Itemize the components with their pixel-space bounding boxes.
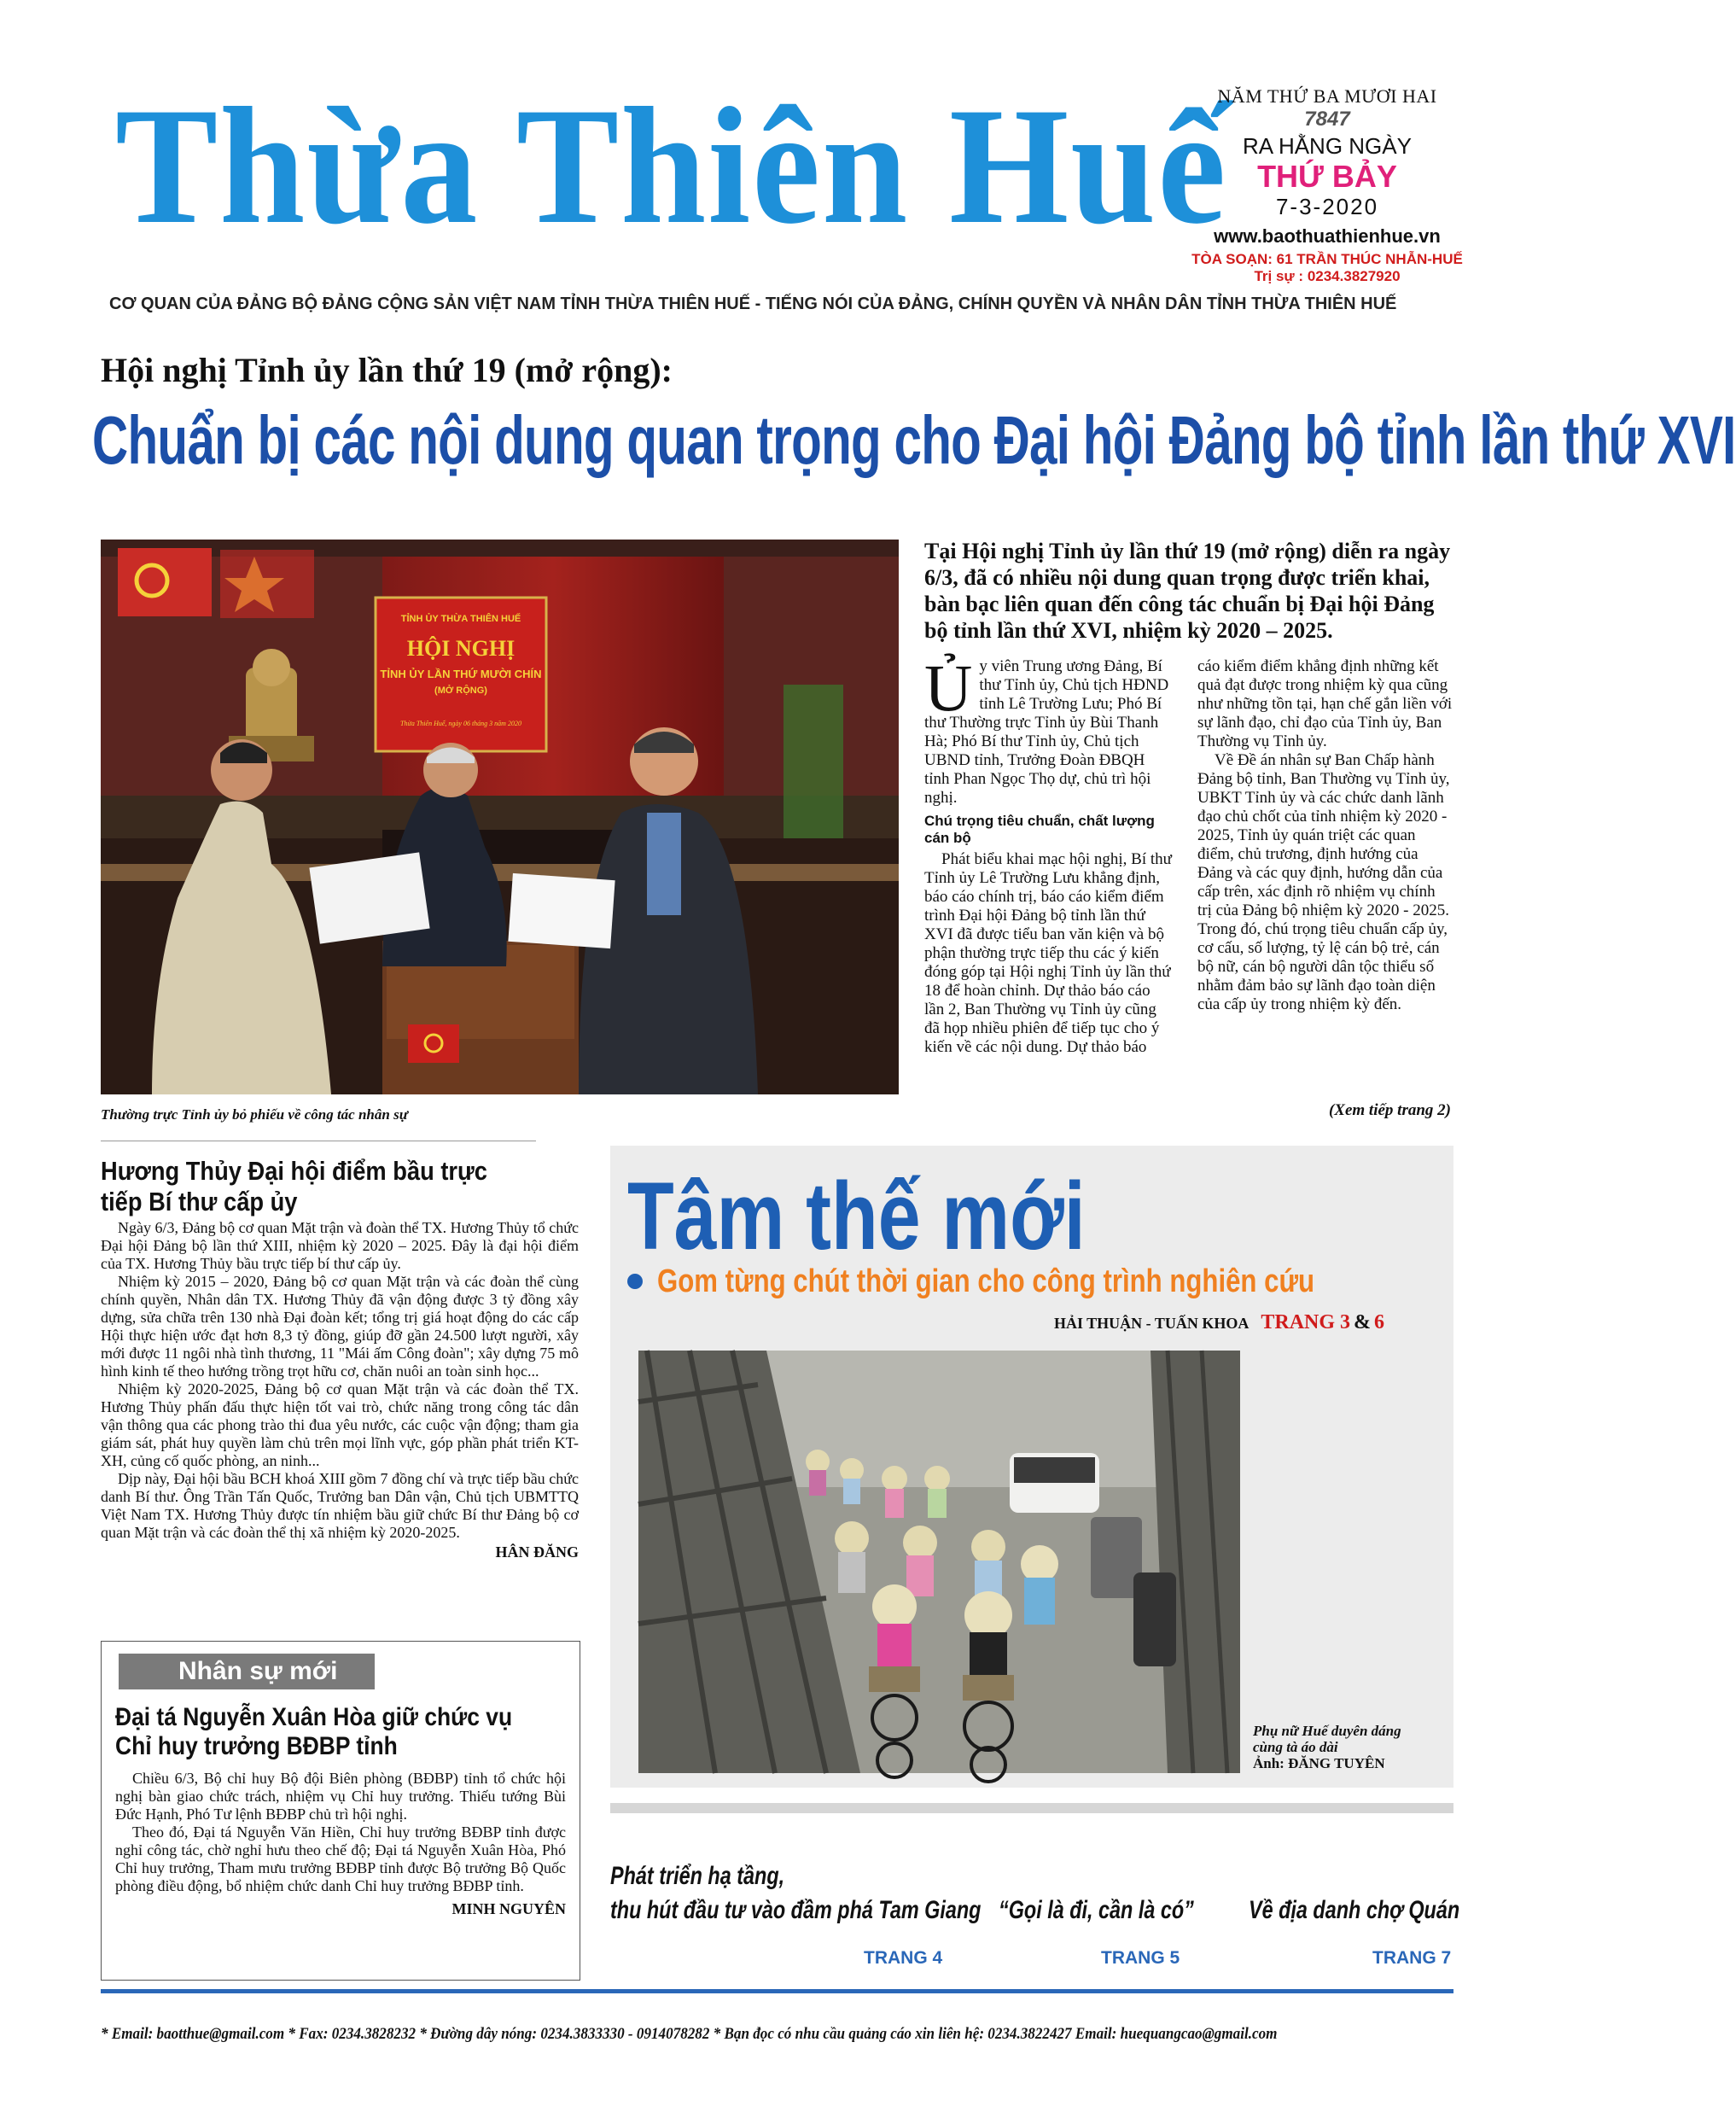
huong-thuy-author: HÂN ĐĂNG <box>495 1543 579 1561</box>
col1-paragraph-1: y viên Trung ương Đảng, Bí thư Tỉnh ủy, Chủ tịch HĐND tỉnh Lê Trường Lưu; Phó Bí thư Thường trực Tỉnh ủy Bùi Thanh Hà; Phó Bí thư Tỉnh ủy, Chủ tịch UBND tỉnh, Trưởng Đoàn ĐBQH tỉnh Phan Ngọc Thọ dự, chủ trì hội nghị. <box>924 657 1169 807</box>
teaser-divider <box>610 1803 1453 1813</box>
website-link[interactable]: www.baothuathienhue.vn <box>1214 225 1441 247</box>
weekday: THỨ BẢY <box>1257 159 1397 194</box>
feature-page-num[interactable]: 6 <box>1374 1311 1385 1333</box>
issue-info <box>1191 85 1464 285</box>
feature-page-amp: & <box>1354 1311 1372 1333</box>
issue-number: 7847 <box>1304 108 1350 131</box>
feature-credit: Ảnh: ĐĂNG TUYÊN <box>1253 1755 1385 1771</box>
office-address: TÒA SOẠN: 61 TRẦN THÚC NHẪN-HUẾ <box>1191 251 1463 267</box>
feature-caption-1: Phụ nữ Huế duyên dáng <box>1253 1723 1401 1739</box>
continued-link[interactable]: (Xem tiếp trang 2) <box>1328 1101 1451 1119</box>
footer-contacts: * Email: baotthue@gmail.com * Fax: 0234.3828232 * Đường dây nóng: 0234.3833330 - 0914078282 * Bạn đọc có nhu cầu quảng cáo xin liên hệ: 0234.3822427 Email: huequangcao@gmail.com <box>101 2025 1278 2043</box>
banner-line-5: Thừa Thiên Huế, ngày 06 tháng 3 năm 2020 <box>400 720 521 727</box>
banner-line-2: HỘI NGHỊ <box>406 636 516 661</box>
nhan-su-body <box>115 1770 566 1918</box>
teaser-1-page[interactable]: TRANG 4 <box>864 1948 943 1968</box>
teaser-1-line1[interactable]: Phát triển hạ tầng, <box>610 1862 785 1890</box>
huong-thuy-body <box>101 1219 579 1561</box>
huong-thuy-p2: Nhiệm kỳ 2015 – 2020, Đảng bộ cơ quan Mặt trận và các đoàn thể cùng chính quyền, Nhân dân TX. Hương Thủy đã vận động được 3 tỷ đồng xây dựng, sửa chữa trên 130 nhà Đại đoàn kết; tổng trị giá hoạt động do các cấp Hội thực hiện ước đạt hơn 8,3 tỷ đồng, giúp đỡ gần 24.500 lượt người, xây mới được 11 ngôi nhà tình thương, 11 "Mái ấm Công đoàn"; xây dựng 75 mô hình kinh tế theo hướng trồng trọt hữu cơ, chăn nuôi an toàn sinh học... <box>101 1273 579 1380</box>
lead-column-2 <box>1197 657 1453 1014</box>
banner-line-3: TỈNH ỦY LẦN THỨ MƯỜI CHÍN <box>380 668 542 680</box>
col2-paragraph-2: Về Đề án nhân sự Ban Chấp hành Đảng bộ tỉnh, Ban Thường vụ Tỉnh ủy, UBKT Tỉnh ủy và các chức danh lãnh đạo chủ chốt của tỉnh nhiệm kỳ 2020 - 2025, Tỉnh ủy quán triệt các quan điểm, chủ trương, định hướng của Đảng và các quy định, hướng dẫn của cấp trên, xác định rõ nhiệm vụ chính trị của Đảng bộ nhiệm kỳ 2020 - 2025. Trong đó, chú trọng tiêu chuẩn cấp ủy, cơ cấu, số lượng, tỷ lệ cán bộ trẻ, cán bộ nữ, cán bộ người dân tộc thiểu số nhằm đảm bảo sự lãnh đạo toàn diện của cấp ủy trong nhiệm kỳ đến. <box>1197 751 1450 1013</box>
footer-rule-top <box>101 1989 1453 1993</box>
nhan-su-author: MINH NGUYÊN <box>451 1900 566 1917</box>
huong-thuy-p4: Dịp này, Đại hội bầu BCH khoá XIII gồm 7 đồng chí và trực tiếp bầu chức danh Bí thư. Ông Trần Tấn Quốc, Trưởng ban Dân vận, Chủ tịch UBMTTQ Việt Nam TX. Hương Thủy được tín nhiệm bầu giữ chức Bí thư Đảng bộ cơ quan Mặt trận và các đoàn thể thị xã nhiệm kỳ 2020-2025. <box>101 1470 579 1541</box>
drop-cap: Ủ <box>924 651 973 725</box>
lead-photo-caption: Thường trực Tỉnh ủy bỏ phiếu về công tác nhân sự <box>101 1106 408 1123</box>
teaser-3-title[interactable]: Về địa danh chợ Quán <box>1249 1896 1460 1924</box>
nhan-su-label: Nhân sự mới <box>178 1657 338 1685</box>
lead-subhead: Chú trọng tiêu chuẩn, chất lượng cán bộ <box>924 813 1155 846</box>
feature-title[interactable]: Tâm thế mới <box>627 1163 1086 1269</box>
teaser-1-line2[interactable]: thu hút đầu tư vào đầm phá Tam Giang <box>610 1896 982 1924</box>
huong-thuy-p1: Ngày 6/3, Đảng bộ cơ quan Mặt trận và đoàn thể TX. Hương Thủy tổ chức Đại hội Đảng bộ lần thứ XIII, nhiệm kỳ 2020 – 2025. Đây là đại hội điểm của TX. Hương Thủy bầu trực tiếp bí thư cấp ủy. <box>101 1219 579 1272</box>
banner-line-4: (MỞ RỘNG) <box>434 686 487 696</box>
frequency: RA HẰNG NGÀY <box>1243 133 1412 159</box>
lead-paragraph: Tại Hội nghị Tỉnh ủy lần thứ 19 (mở rộng) diễn ra ngày 6/3, đã có nhiều nội dung quan trọng được triển khai, bàn bạc liên quan đến công tác chuẩn bị Đại hội Đảng bộ tỉnh lần thứ XVI, nhiệm kỳ 2020 – 2025. <box>924 539 1451 643</box>
conference-photo <box>101 540 899 1094</box>
year-line: NĂM THỨ BA MƯƠI HAI <box>1217 85 1437 107</box>
masthead-title: Thừa Thiên Huế <box>115 73 1228 259</box>
nhan-su-box <box>101 1641 580 1981</box>
issue-date: 7-3-2020 <box>1275 194 1379 219</box>
feature-caption-2: cùng tà áo dài <box>1253 1739 1338 1755</box>
tagline: CƠ QUAN CỦA ĐẢNG BỘ ĐẢNG CỘNG SẢN VIỆT NAM TỈNH THỪA THIÊN HUẾ - TIẾNG NÓI CỦA ĐẢNG, CHÍNH QUYỀN VÀ NHÂN DÂN TỈNH THỪA THIÊN HUẾ <box>109 295 1397 313</box>
office-phone: Trị sự : 0234.3827920 <box>1254 268 1401 284</box>
teaser-2-page[interactable]: TRANG 5 <box>1101 1948 1180 1968</box>
nhan-su-p2: Theo đó, Đại tá Nguyễn Văn Hiền, Chỉ huy trưởng BĐBP tỉnh được nghỉ công tác, chờ nghỉ hưu theo chế độ; Đại tá Nguyễn Xuân Hòa, Phó Chỉ huy trưởng, Tham mưu trưởng BĐBP tỉnh được Bộ trưởng Bộ Quốc phòng điều động, bổ nhiệm chức danh Chỉ huy trưởng BĐBP tỉnh. <box>115 1823 566 1894</box>
huong-thuy-headline[interactable]: Hương Thủy Đại hội điểm bầu trực tiếp Bí thư cấp ủy <box>101 1156 487 1217</box>
banner-line-1: TỈNH ỦY THỪA THIÊN HUẾ <box>400 614 521 624</box>
nhan-su-headline[interactable]: Đại tá Nguyễn Xuân Hòa giữ chức vụ Chỉ huy trưởng BĐBP tỉnh <box>115 1703 513 1760</box>
lead-headline[interactable]: Chuẩn bị các nội dung quan trọng cho Đại hội Đảng bộ tỉnh lần thứ XVI <box>92 402 1736 478</box>
nhan-su-p1: Chiều 6/3, Bộ chỉ huy Bộ đội Biên phòng (BĐBP) tỉnh tổ chức hội nghị bàn giao chức trách, nhiệm vụ Chỉ huy trưởng. Thiếu tướng Bùi Đức Hạnh, Phó Tư lệnh BĐBP chủ trì hội nghị. <box>115 1770 566 1823</box>
lead-column-1 <box>924 651 1172 1057</box>
feature-byline <box>1054 1311 1384 1334</box>
lead-photo <box>101 540 899 1094</box>
feature-photo <box>638 1351 1240 1773</box>
col1-paragraph-2: Phát biểu khai mạc hội nghị, Bí thư Tỉnh ủy Lê Trường Lưu khẳng định, báo cáo chính trị, báo cáo kiểm điểm trình Đại hội Đảng bộ tỉnh lần thứ XVI đã được tiểu ban văn kiện và bộ phận thường trực tiếp thu các ý kiến đóng góp tại Hội nghị Tỉnh ủy lần thứ 18 để hoàn chỉnh. Dự thảo báo cáo lần 2, Ban Thường vụ Tỉnh ủy cũng đã họp nhiều phiên để tiếp tục cho ý kiến về các nội dung. Dự thảo báo <box>924 850 1172 1056</box>
teaser-3-page[interactable]: TRANG 7 <box>1372 1948 1452 1968</box>
feature-authors: HẢI THUẬN - TUẤN KHOA <box>1054 1315 1250 1332</box>
feature-page-ref[interactable]: TRANG 3 <box>1261 1311 1351 1333</box>
bullet-icon <box>627 1274 643 1289</box>
feature-subtitle: Gom từng chút thời gian cho công trình nghiên cứu <box>657 1263 1315 1299</box>
col2-paragraph-1: cáo kiểm điểm khẳng định những kết quả đạt được trong nhiệm kỳ qua cũng như những tồn tại, hạn chế gắn liền với sự lãnh đạo, chỉ đạo của Tỉnh ủy, Ban Thường vụ Tỉnh ủy. <box>1197 657 1453 750</box>
feature-caption <box>1253 1723 1449 1771</box>
teaser-2-title[interactable]: “Gọi là đi, cần là có” <box>999 1896 1194 1924</box>
lead-kicker: Hội nghị Tỉnh ủy lần thứ 19 (mở rộng): <box>101 351 673 389</box>
bridge-photo <box>638 1351 1240 1773</box>
huong-thuy-p3: Nhiệm kỳ 2020-2025, Đảng bộ cơ quan Mặt trận và các đoàn thể TX. Hương Thủy phấn đấu thực hiện tốt vai trò, chức năng trong công tác dân vận thông qua các phong trào thi đua yêu nước, các cuộc vận động; tham gia giám sát, phát huy quyền làm chủ trên mọi lĩnh vực, góp phần phát triển KT-XH, củng cố quốc phòng, an ninh... <box>101 1380 579 1469</box>
